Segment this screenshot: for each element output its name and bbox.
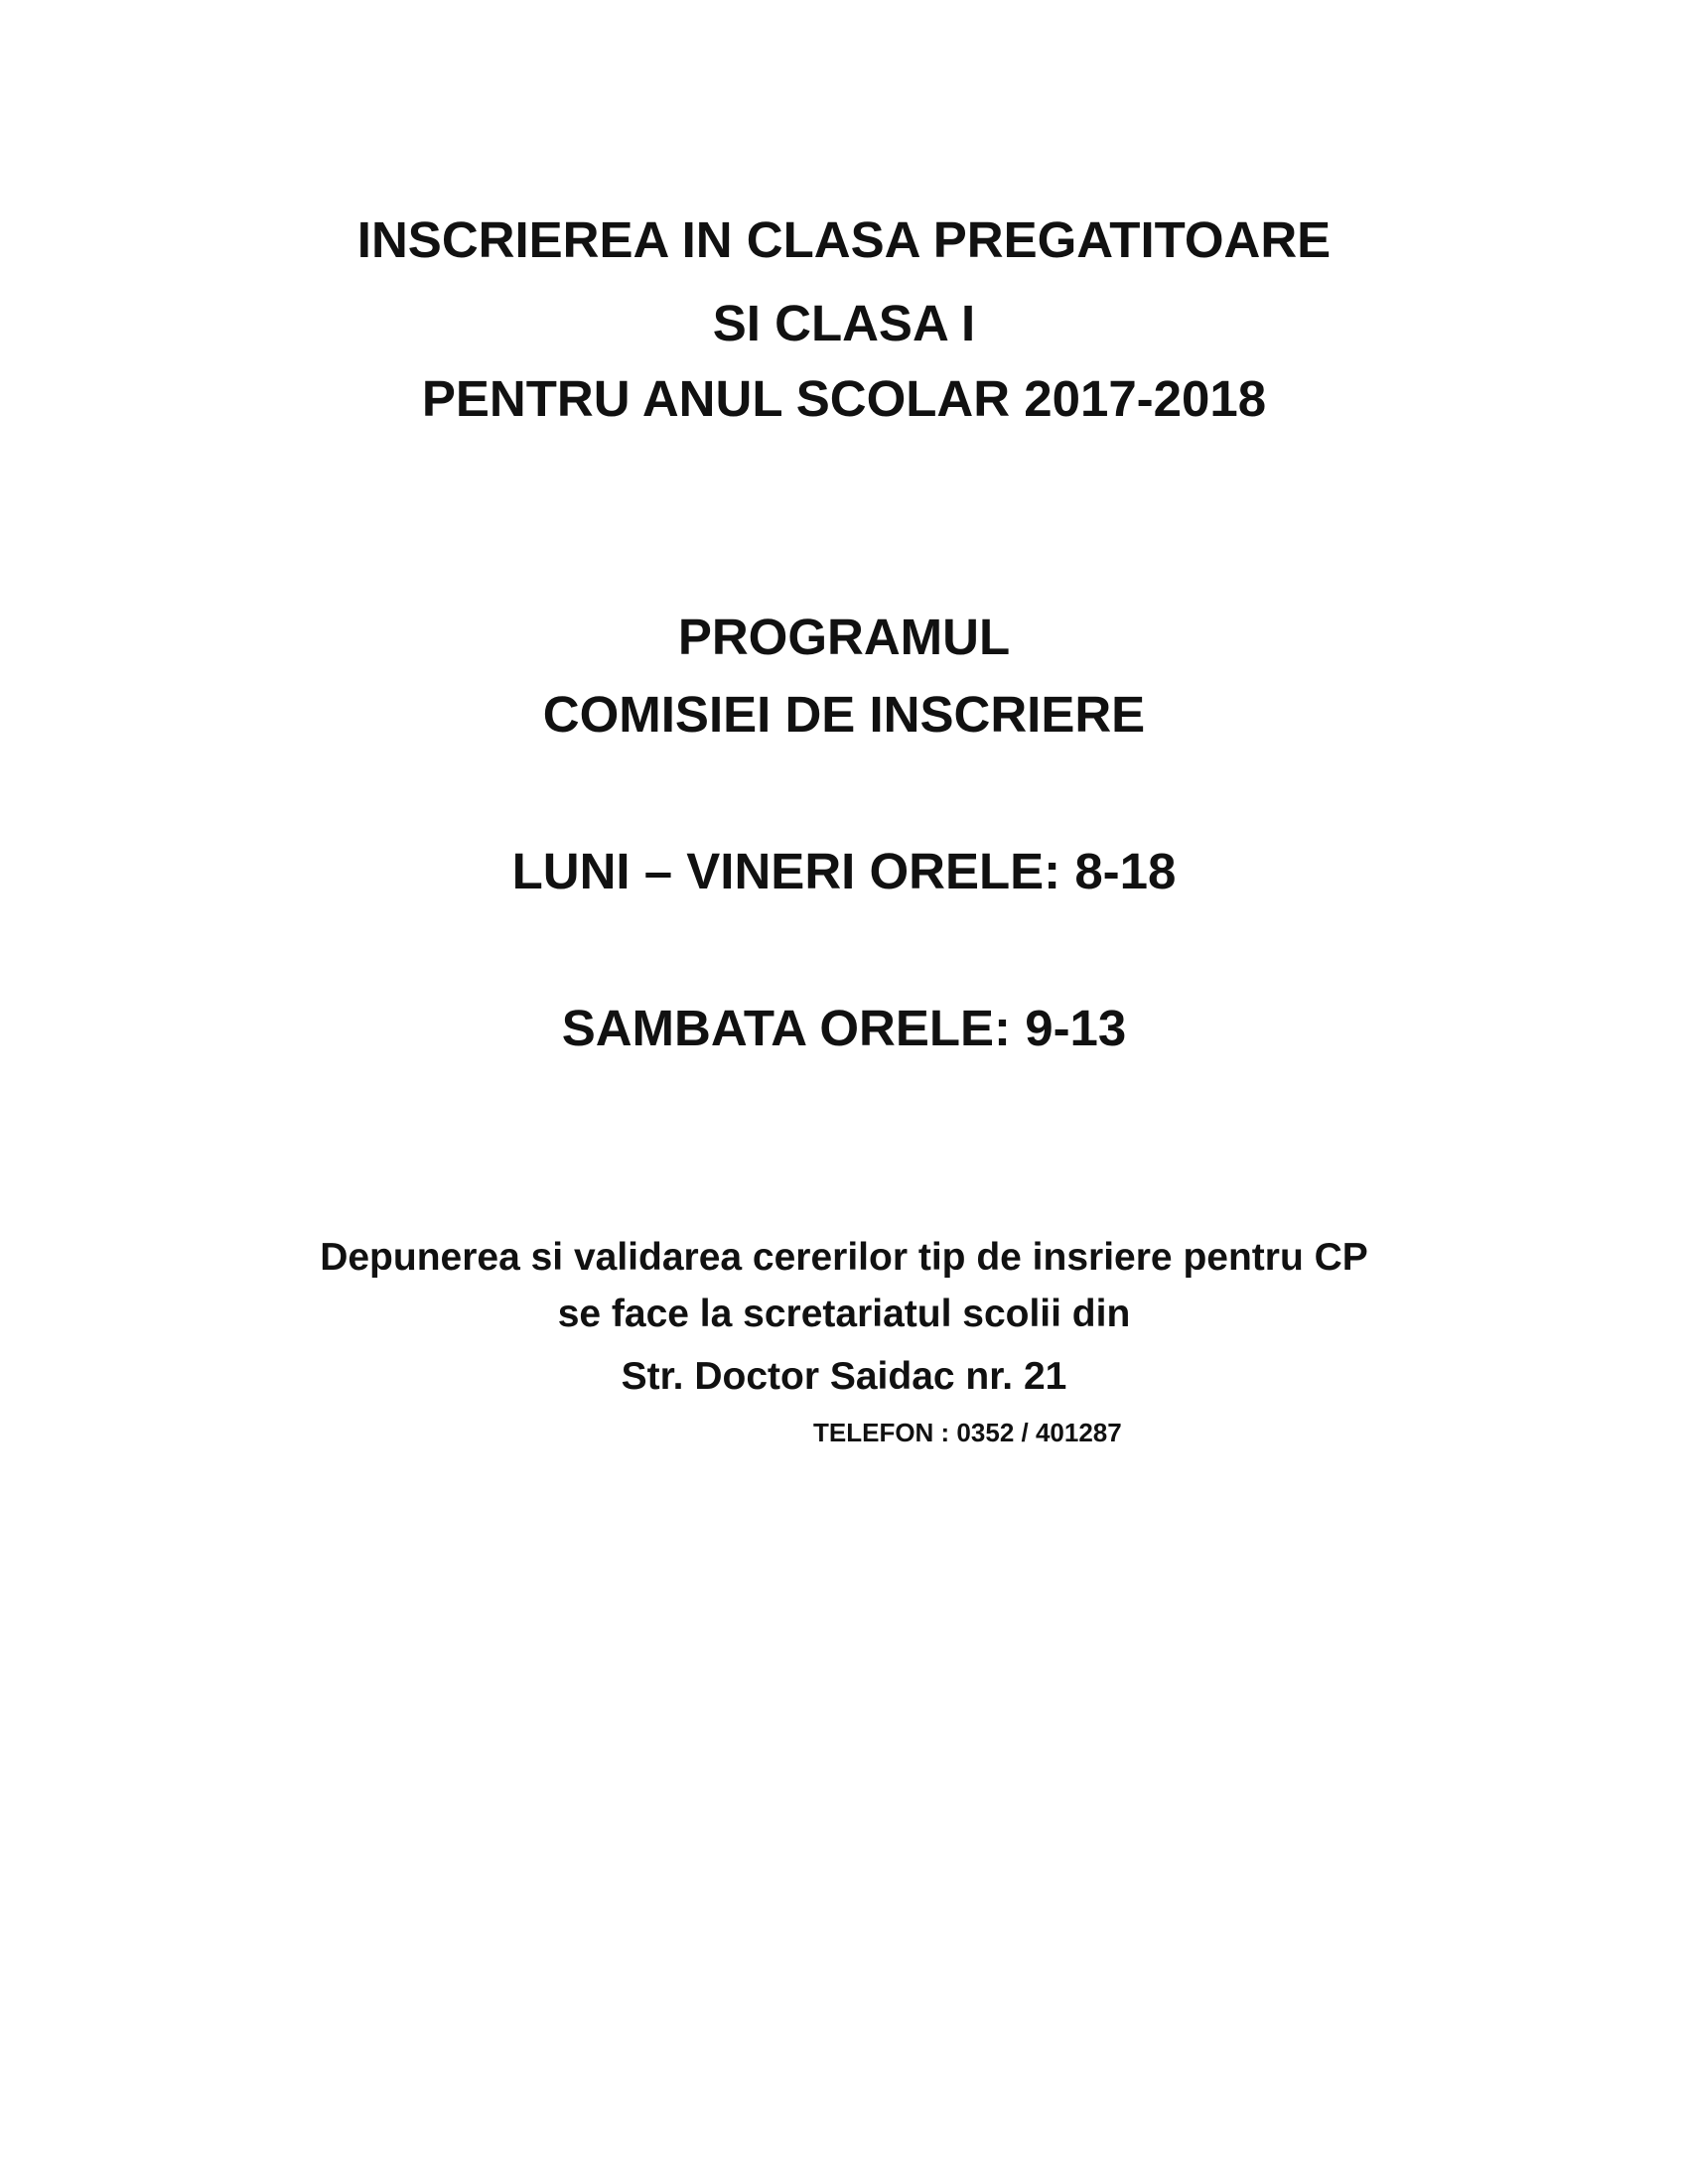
weekday-hours: LUNI – VINERI ORELE: 8-18	[511, 843, 1177, 899]
heading-line-3: PENTRU ANUL SCOLAR 2017-2018	[421, 370, 1267, 427]
note-line-2: se face la scretariatul scolii din	[557, 1293, 1131, 1335]
program-title-line-2: COMISIEI DE INSCRIERE	[542, 686, 1146, 743]
heading-line-2: SI CLASA I	[712, 295, 976, 351]
note-line-3: Str. Doctor Saidac nr. 21	[621, 1355, 1067, 1398]
program-title-line-1: PROGRAMUL	[677, 609, 1011, 665]
saturday-hours: SAMBATA ORELE: 9-13	[561, 1000, 1127, 1056]
heading-line-1: INSCRIEREA IN CLASA PREGATITOARE	[356, 211, 1332, 268]
phone-number: TELEFON : 0352 / 401287	[813, 1418, 1122, 1447]
note-line-1: Depunerea si validarea cererilor tip de insriere pentru CP	[320, 1236, 1368, 1279]
